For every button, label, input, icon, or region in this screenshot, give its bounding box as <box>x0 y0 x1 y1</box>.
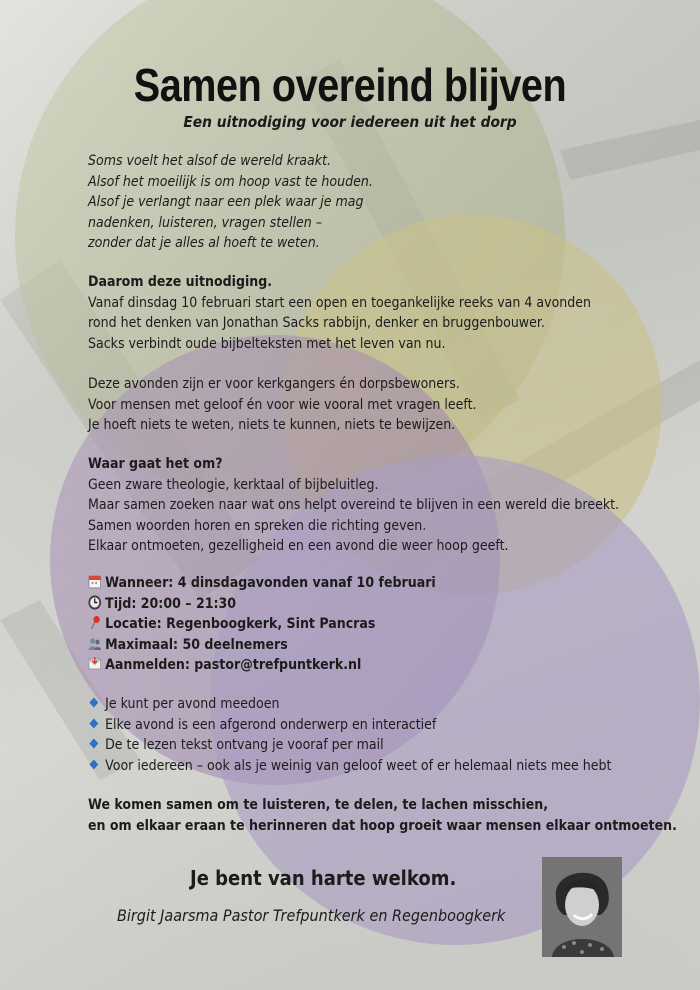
paragraph-line: Je hoeft niets te weten, niets te kunnen, niets te bewijzen. <box>88 417 456 433</box>
diamond-bullet-icon <box>89 759 98 769</box>
detail-text: Tijd: 20:00 – 21:30 <box>105 595 237 612</box>
page-subtitle: Een uitnodiging voor iedereen uit het dorp <box>183 113 517 131</box>
envelope-icon <box>88 656 102 671</box>
paragraph-line: rond het denken van Jonathan Sacks rabbijn, denker en bruggenbouwer. <box>88 315 545 331</box>
detail-when <box>88 573 628 594</box>
detail-location <box>88 614 628 635</box>
intro-line: Alsof je verlangt naar een plek waar je mag <box>88 194 364 210</box>
diamond-bullet-icon <box>89 739 98 749</box>
intro-line: Alsof het moeilijk is om hoop vast te houden. <box>88 173 373 190</box>
paragraph-line: Geen zware theologie, kerktaal of bijbeluitleg. <box>88 476 379 493</box>
section-about <box>88 454 628 557</box>
section-heading: Waar gaat het om? <box>88 456 223 472</box>
paragraph-line: Elkaar ontmoeten, gezelligheid en een avond die weer hoop geeft. <box>88 538 509 554</box>
pastor-photo <box>542 857 622 957</box>
detail-text: Maximaal: 50 deelnemers <box>105 636 288 653</box>
welcome-text: Je bent van harte welkom. <box>190 866 457 890</box>
detail-capacity <box>88 635 628 656</box>
detail-text: Aanmelden: pastor@trefpuntkerk.nl <box>105 657 362 673</box>
list-item <box>88 756 628 777</box>
section-heading: Daarom deze uitnodiging. <box>88 274 273 290</box>
paragraph-line: Deze avonden zijn er voor kerkgangers én dorpsbewoners. <box>88 376 460 392</box>
feature-list <box>88 694 628 776</box>
section-audience <box>88 374 628 436</box>
list-item-text: Elke avond is een afgerond onderwerp en interactief <box>105 716 437 733</box>
people-icon <box>88 636 102 651</box>
list-item <box>88 715 628 736</box>
event-details <box>88 573 628 676</box>
paragraph-line: Voor mensen met geloof én voor wie vooral met vragen leeft. <box>88 396 477 413</box>
list-item-text: Voor iedereen – ook als je weinig van geloof weet of er helemaal niets mee hebt <box>105 757 612 774</box>
paragraph-line: Samen woorden horen en spreken die richting geven. <box>88 517 427 534</box>
section-invite <box>88 272 628 354</box>
page-title: Samen overeind blijven <box>133 59 567 111</box>
pin-icon <box>88 615 102 630</box>
diamond-bullet-icon <box>89 718 98 728</box>
closing-line: en om elkaar eraan te herinneren dat hoop groeit waar mensen elkaar ontmoeten. <box>88 817 677 834</box>
paragraph-line: Sacks verbindt oude bijbelteksten met het leven van nu. <box>88 335 446 352</box>
detail-text: Locatie: Regenboogkerk, Sint Pancras <box>105 616 376 632</box>
intro-line: Soms voelt het alsof de wereld kraakt. <box>88 153 331 169</box>
intro-line: zonder dat je alles al hoeft te weten. <box>88 235 320 251</box>
detail-signup <box>88 655 628 676</box>
paragraph-line: Vanaf dinsdag 10 februari start een open en toegankelijke reeks van 4 avonden <box>88 294 592 311</box>
calendar-icon <box>88 574 102 589</box>
list-item-text: Je kunt per avond meedoen <box>105 696 280 712</box>
closing-line: We komen samen om te luisteren, te delen, te lachen misschien, <box>88 797 549 813</box>
list-item <box>88 735 628 756</box>
signature: Birgit Jaarsma Pastor Trefpuntkerk en Regenboogkerk <box>117 906 506 925</box>
clock-icon <box>88 595 102 610</box>
intro-text <box>88 151 628 254</box>
diamond-bullet-icon <box>89 698 98 708</box>
list-item <box>88 694 628 715</box>
list-item-text: De te lezen tekst ontvang je vooraf per mail <box>105 737 384 753</box>
detail-time <box>88 594 628 615</box>
paragraph-line: Maar samen zoeken naar wat ons helpt overeind te blijven in een wereld die breekt. <box>88 497 620 513</box>
intro-line: nadenken, luisteren, vragen stellen – <box>88 214 323 231</box>
detail-text: Wanneer: 4 dinsdagavonden vanaf 10 februari <box>105 575 436 591</box>
closing-text <box>88 795 677 836</box>
